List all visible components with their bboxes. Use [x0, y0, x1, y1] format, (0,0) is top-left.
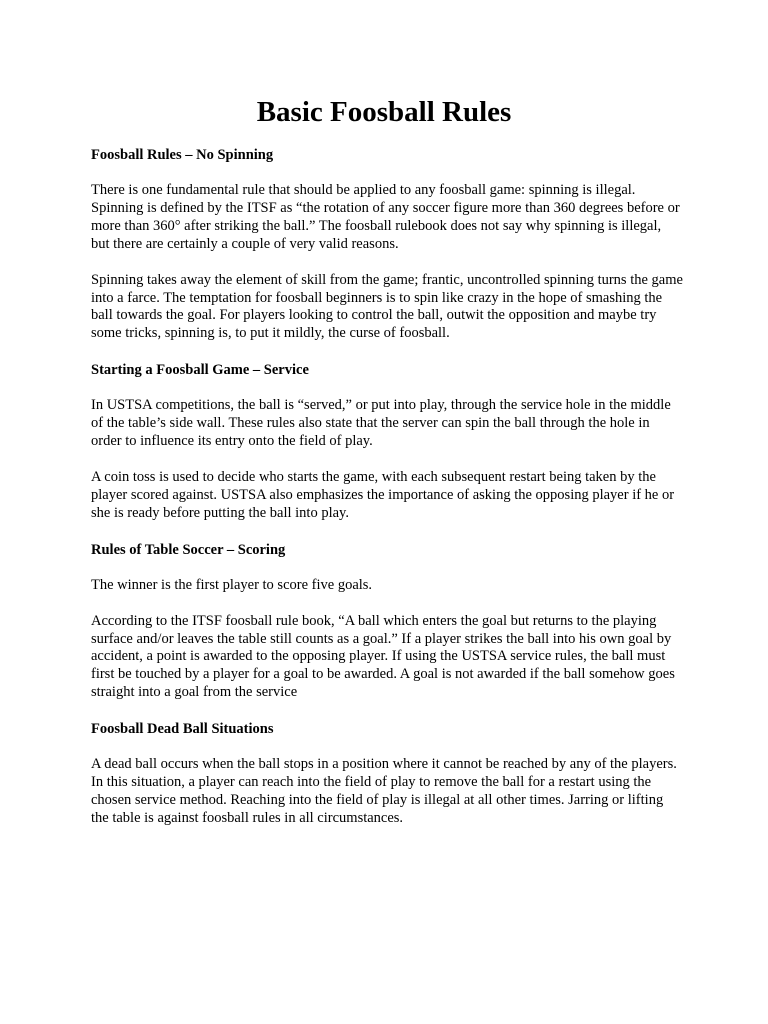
section-heading: Foosball Rules – No Spinning: [91, 147, 274, 163]
section-service: [91, 361, 683, 540]
page-title: Basic Foosball Rules: [256, 96, 512, 128]
paragraph: According to the ITSF foosball rule book, “A ball which enters the goal but returns to the playing surface and/or leaves the table still counts as a goal.” If a player strikes the ball into his own goal by accident, a point is awarded to the opposing player. If using the USTSA service rules, the ball must first be touched by a player for a goal to be awarded. A goal is not awarded if the ball somehow goes straight into a goal from the service: [91, 612, 675, 701]
section-no-spinning: [91, 146, 683, 361]
section-heading: Rules of Table Soccer – Scoring: [91, 541, 286, 558]
paragraph: The winner is the first player to score five goals.: [91, 576, 373, 593]
document-body: [91, 146, 683, 828]
paragraph: A coin toss is used to decide who starts the game, with each subsequent restart being taken by the player scored against. USTSA also emphasizes the importance of asking the opposing player if he or she is ready before putting the ball into play.: [91, 468, 675, 521]
paragraph: Spinning takes away the element of skill from the game; frantic, uncontrolled spinning turns the game into a farce. The temptation for foosball beginners is to spin like crazy in the hope of smashing the ball towards the goal. For players looking to control the ball, outwit the opposition and maybe try some tricks, spinning is, to put it mildly, the curse of foosball.: [91, 271, 683, 342]
section-heading: Starting a Foosball Game – Service: [91, 362, 309, 379]
section-scoring: [91, 541, 683, 720]
section-heading: Foosball Dead Ball Situations: [91, 721, 274, 738]
paragraph: In USTSA competitions, the ball is “served,” or put into play, through the service hole in the middle of the table’s side wall. These rules also state that the server can spin the ball through the hole in order to influence its entry onto the field of play.: [91, 397, 671, 450]
section-dead-ball: [91, 720, 683, 828]
paragraph: A dead ball occurs when the ball stops in a position where it cannot be reached by any of the players. In this situation, a player can reach into the field of play to remove the ball for a restart using the chosen service method. Reaching into the field of play is illegal at all other times. Jarring or lifting the table is against foosball rules in all circumstances.: [91, 756, 677, 826]
paragraph: There is one fundamental rule that should be applied to any foosball game: spinning is illegal. Spinning is defined by the ITSF as “the rotation of any soccer figure more than 360 degrees before or more than 360° after striking the ball.” The foosball rulebook does not say why spinning is illegal, but there are certainly a couple of very valid reasons.: [91, 182, 680, 252]
